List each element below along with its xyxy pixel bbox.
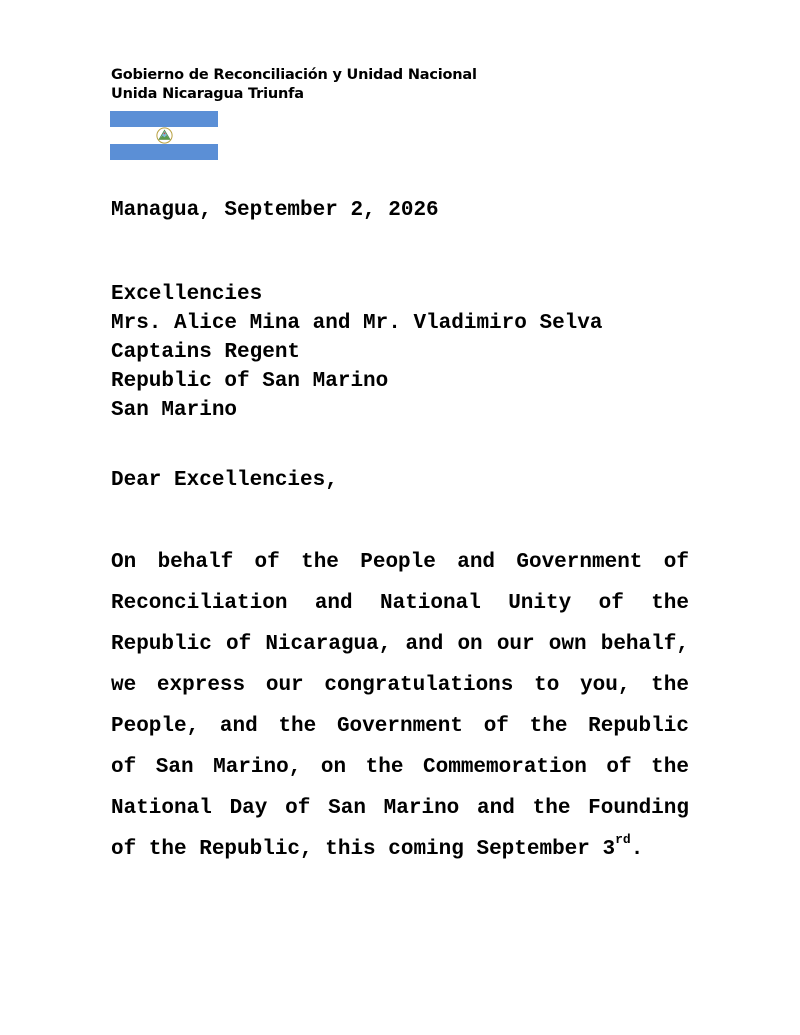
body-word: of — [285, 797, 311, 820]
body-word: People, — [111, 715, 200, 738]
recipient-line: Excellencies — [111, 283, 263, 306]
body-word: and — [457, 551, 496, 574]
body-word: and — [405, 633, 444, 656]
body-line — [111, 583, 689, 624]
body-word: Founding — [588, 797, 689, 820]
body-word: Government — [336, 715, 463, 738]
letterhead-government-name: Gobierno de Reconciliación y Unidad Nacional — [111, 67, 477, 83]
body-word: the — [278, 715, 317, 738]
body-word: Republic — [588, 715, 689, 738]
body-line — [111, 747, 689, 788]
body-word: the — [651, 756, 689, 779]
body-word: behalf — [157, 551, 234, 574]
recipient-address — [111, 280, 602, 425]
letterhead-slogan: Unida Nicaragua Triunfa — [111, 86, 304, 102]
body-word: and — [477, 797, 515, 820]
body-word: Reconciliation — [111, 592, 288, 615]
recipient-line: San Marino — [111, 399, 238, 422]
body-word: the — [532, 797, 571, 820]
recipient-line: Mrs. Alice Mina and Mr. Vladimiro Selva — [111, 312, 603, 335]
ordinal-suffix: rd — [615, 832, 631, 847]
body-word: the — [365, 756, 404, 779]
body-word: San — [328, 797, 366, 820]
body-word: Commemoration — [423, 756, 587, 779]
nicaragua-coat-of-arms-icon — [156, 127, 173, 144]
body-word: congratulations — [324, 674, 514, 697]
body-word: the — [529, 715, 568, 738]
body-word: of — [606, 756, 632, 779]
body-last-line — [111, 829, 689, 870]
body-word: on — [457, 633, 483, 656]
body-word: and — [314, 592, 353, 615]
recipient-line: Captains Regent — [111, 341, 301, 364]
body-word: the — [651, 674, 689, 697]
body-word: the — [301, 551, 339, 574]
body-line — [111, 665, 689, 706]
body-word: Day — [229, 797, 268, 820]
body-line — [111, 706, 689, 747]
body-word: of — [598, 592, 624, 615]
body-word: National — [111, 797, 212, 820]
recipient-line: Republic of San Marino — [111, 370, 389, 393]
flag-top-stripe — [110, 111, 218, 127]
body-word: this — [325, 838, 376, 861]
body-word: Marino, — [213, 756, 302, 779]
letter-body — [111, 542, 689, 870]
body-word: of — [483, 715, 509, 738]
body-word: San — [155, 756, 194, 779]
body-word: the — [651, 592, 689, 615]
nicaragua-flag-icon — [110, 111, 218, 160]
body-word: behalf, — [600, 633, 689, 656]
body-word: of — [663, 551, 689, 574]
body-word: of — [225, 633, 252, 656]
body-word: of — [111, 756, 137, 779]
body-word: of — [254, 551, 280, 574]
body-word: our — [496, 633, 535, 656]
body-word: and — [219, 715, 258, 738]
body-word: September — [476, 838, 590, 861]
body-word: our — [265, 674, 304, 697]
body-word: Nicaragua, — [265, 633, 392, 656]
body-word: 3rd. — [602, 832, 644, 861]
body-word: express — [156, 674, 246, 697]
body-line — [111, 542, 689, 583]
letter-date: Managua, September 2, 2026 — [111, 199, 439, 222]
flag-bottom-stripe — [110, 144, 218, 160]
body-word: Unity — [508, 592, 572, 615]
body-word: the — [148, 838, 187, 861]
body-word: you, — [580, 674, 631, 697]
body-word: Government — [516, 551, 643, 574]
body-word: to — [534, 674, 560, 697]
body-word: On — [111, 551, 137, 574]
body-word: Republic, — [199, 838, 313, 861]
body-line — [111, 788, 689, 829]
body-word: coming — [388, 838, 464, 861]
body-word: we — [111, 674, 137, 697]
body-word: National — [380, 592, 481, 615]
body-word: on — [320, 756, 347, 779]
body-word: own — [548, 633, 587, 656]
body-word: Republic — [111, 633, 212, 656]
body-word: Marino — [383, 797, 460, 820]
salutation: Dear Excellencies, — [111, 469, 338, 492]
body-word: of — [111, 838, 137, 861]
body-word: People — [360, 551, 436, 574]
body-line — [111, 624, 689, 665]
letterhead — [111, 66, 477, 104]
